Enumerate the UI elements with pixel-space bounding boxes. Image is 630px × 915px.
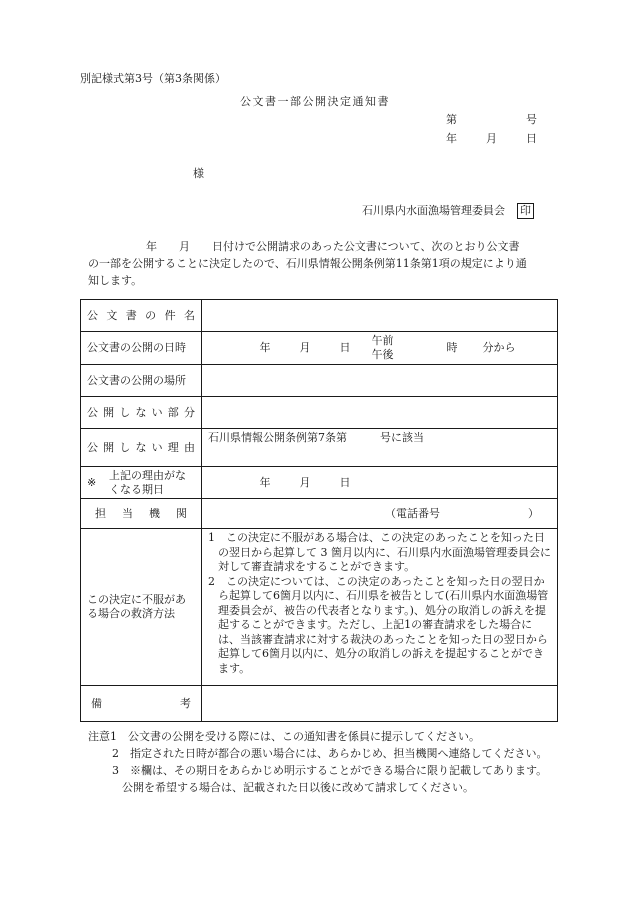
value-place: [202, 365, 558, 397]
number-prefix: 第: [446, 113, 457, 126]
label-place: 公文書の公開の場所: [81, 365, 202, 397]
row-document-name: [81, 300, 558, 332]
am-label: 午前: [371, 334, 394, 347]
label-document-name: [81, 300, 202, 332]
datetime-minute: 分から: [482, 341, 516, 354]
note-2: 2 指定された日時が都合の悪い場合には、あらかじめ、担当機関へ連絡してください。: [112, 747, 548, 760]
label-reason-text: 公 開 し な い 理 由: [87, 440, 195, 454]
seal-mark: 印: [517, 203, 534, 219]
row-remarks: [81, 686, 558, 722]
value-remarks: [202, 686, 558, 722]
row-place: [81, 365, 558, 397]
label-remarks-text: 備 考: [91, 696, 191, 710]
value-datetime: [202, 332, 558, 365]
label-remedy: [81, 529, 202, 686]
datetime-day: 日: [339, 341, 351, 354]
label-nonpublic-part-text: 公 開 し な い 部 分: [87, 405, 195, 419]
expiry-month: 月: [299, 475, 311, 489]
row-reason: [81, 429, 558, 467]
datetime-hour: 時: [446, 341, 458, 354]
intro-line-2: の一部を公開することに決定したので、石川県情報公開条例第11条第1項の規定により通: [88, 257, 527, 270]
sender-line: [362, 202, 534, 219]
expiry-year: 年: [259, 475, 271, 489]
issue-date-line: [446, 130, 537, 146]
intro-paragraph: [80, 238, 558, 289]
label-datetime: 公文書の公開の日時: [81, 332, 202, 365]
label-remarks: [81, 686, 202, 722]
row-nonpublic-part: [81, 397, 558, 429]
expiry-day: 日: [339, 475, 351, 489]
datetime-year: 年: [259, 341, 271, 354]
label-department: [81, 499, 202, 529]
pm-label: 午後: [371, 348, 394, 361]
label-nonpublic-part: [81, 397, 202, 429]
label-document-name-text: 公 文 書 の 件 名: [87, 308, 195, 322]
sender-name: 石川県内水面漁場管理委員会: [362, 204, 505, 217]
value-nonpublic-part: [202, 397, 558, 429]
row-expiry-date: [81, 467, 558, 499]
label-department-text: 担 当 機 関: [95, 506, 187, 520]
issue-day: 日: [526, 132, 537, 145]
document-title: 公文書一部公開決定通知書: [240, 95, 390, 108]
notes-section: [88, 728, 558, 796]
document-number-line: [446, 111, 537, 127]
asterisk-mark: ※: [87, 475, 97, 489]
intro-line-1: 年 月 日付けで公開請求のあった公文書について、次のとおり公文書: [146, 240, 520, 253]
form-id: 別記様式第3号（第3条関係）: [80, 72, 226, 85]
am-pm-choice: [372, 334, 394, 362]
note-1: 注意1 公文書の公開を受ける際には、この通知書を係員に提示してください。: [88, 730, 480, 743]
value-document-name: [202, 300, 558, 332]
value-remedy: [202, 529, 558, 686]
label-remedy-line-2: る場合の救済方法: [87, 607, 175, 620]
note-3: 3 ※欄は、その期日をあらかじめ明示することができる場合に限り記載してあります。公開を希望する場合は、記載された日以後に改めて請求してください。: [112, 764, 548, 794]
value-expiry-date: [202, 467, 558, 499]
remedy-item-2: 2 この決定については、この決定のあったことを知った日の翌日から起算して6箇月以内に、石川県を被告として(石川県内水面漁場管理委員会が、被告の代表者となります。)、処分の取消しの訴えを提起することができます。ただし、上記1の審査請求をした場合には、当該審査請求に対する裁決のあったことを知った日の翌日から起算して6箇月以内に、処分の取消しの訴えを提起することができます。: [208, 574, 549, 675]
issue-month: 月: [486, 132, 497, 145]
datetime-month: 月: [299, 341, 311, 354]
number-suffix: 号: [526, 113, 537, 126]
label-expiry-date: [81, 467, 202, 499]
row-datetime: [81, 332, 558, 365]
label-reason: [81, 429, 202, 467]
value-department-phone: （電話番号 ）: [202, 499, 558, 529]
issue-year: 年: [446, 132, 457, 145]
label-expiry-line-2: くなる期日: [109, 482, 164, 496]
row-remedy: [81, 529, 558, 686]
remedy-item-1: 1 この決定に不服がある場合は、この決定のあったことを知った日の翌日から起算して 3 箇月以内に、石川県内水面漁場管理委員会に対して審査請求をすることができます。: [208, 531, 551, 573]
value-reason: 石川県情報公開条例第7条第 号に該当: [202, 429, 558, 467]
row-department: [81, 499, 558, 529]
intro-line-3: 知します。: [88, 274, 143, 287]
label-expiry-line-1: 上記の理由がな: [109, 468, 186, 482]
label-remedy-line-1: この決定に不服があ: [87, 593, 186, 606]
addressee-suffix: 様: [193, 167, 204, 180]
notice-form-table: [80, 299, 558, 722]
